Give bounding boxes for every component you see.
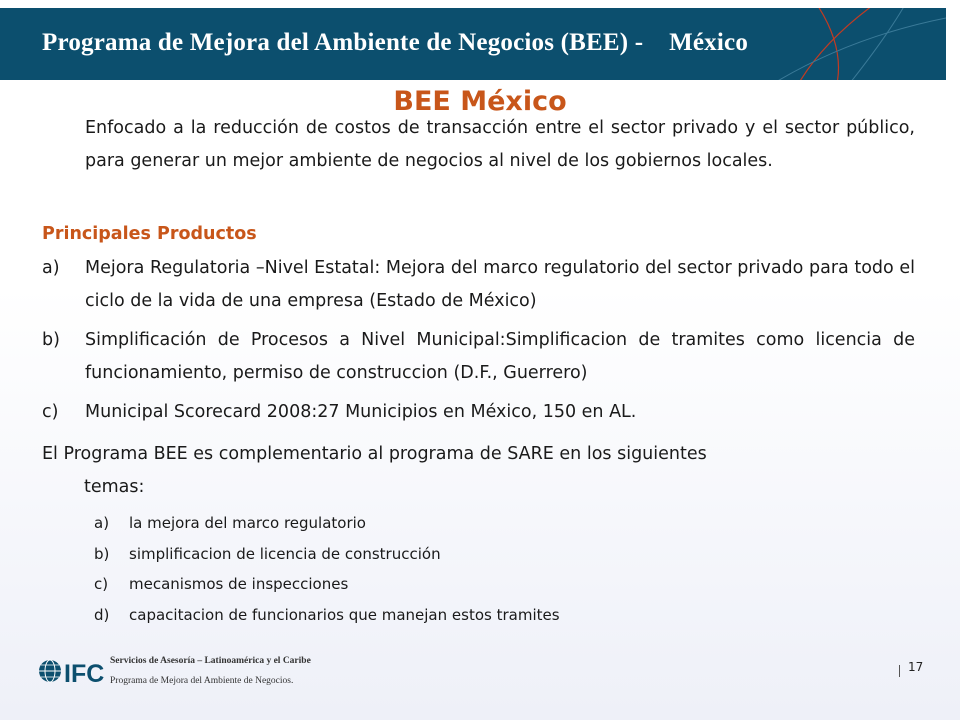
- slide-title: BEE México: [393, 86, 567, 117]
- topic-label: b): [94, 545, 110, 563]
- header-banner: [0, 8, 946, 80]
- topic-item: [94, 508, 366, 538]
- topic-label: a): [94, 514, 110, 532]
- page-number: 17: [908, 660, 924, 674]
- footer-divider: [899, 665, 900, 677]
- topic-item: [94, 539, 441, 569]
- product-label: a): [42, 258, 60, 278]
- topic-text: la mejora del marco regulatorio: [129, 514, 366, 532]
- closing-line-2: temas:: [84, 477, 145, 497]
- topic-label: c): [94, 575, 109, 593]
- topic-text: mecanismos de inspecciones: [129, 575, 349, 593]
- product-text: Mejora Regulatoria –Nivel Estatal: Mejora del marco regulatorio del sector privado para todo el ciclo de la vida de una empresa (Estado de México): [85, 258, 915, 311]
- product-text: Municipal Scorecard 2008:27 Municipios en México, 150 en AL.: [85, 402, 637, 422]
- topic-item: [94, 600, 560, 630]
- product-label: b): [42, 330, 60, 350]
- product-item: [42, 324, 915, 390]
- closing-line-1: El Programa BEE es complementario al programa de SARE en los siguientes: [42, 444, 707, 464]
- product-item: [42, 252, 915, 318]
- topic-item: [94, 569, 348, 599]
- banner-title: Programa de Mejora del Ambiente de Negocios (BEE) - México: [42, 29, 749, 56]
- footer-line-1: Servicios de Asesoría – Latinoamérica y el Caribe: [110, 656, 311, 666]
- topic-label: d): [94, 606, 110, 624]
- logo-text: IFC: [64, 660, 105, 687]
- topic-text: capacitacion de funcionarios que manejan estos tramites: [129, 606, 560, 624]
- closing-paragraph: [42, 438, 892, 504]
- product-item: [42, 396, 915, 429]
- product-label: c): [42, 402, 59, 422]
- section-heading: Principales Productos: [42, 224, 257, 244]
- product-text: Simplificación de Procesos a Nivel Municipal:Simplificacion de tramites como licencia de funcionamiento, permiso de construccion (D.F., Guerrero): [85, 330, 915, 383]
- banner-decoration: [646, 8, 946, 80]
- footer-line-2: Programa de Mejora del Ambiente de Negocios.: [110, 676, 294, 686]
- ifc-logo: [37, 655, 105, 687]
- intro-paragraph: Enfocado a la reducción de costos de transacción entre el sector privado y el sector público, para generar un mejor ambiente de negocios al nivel de los gobiernos locales.: [85, 118, 915, 171]
- topic-text: simplificacion de licencia de construcción: [129, 545, 441, 563]
